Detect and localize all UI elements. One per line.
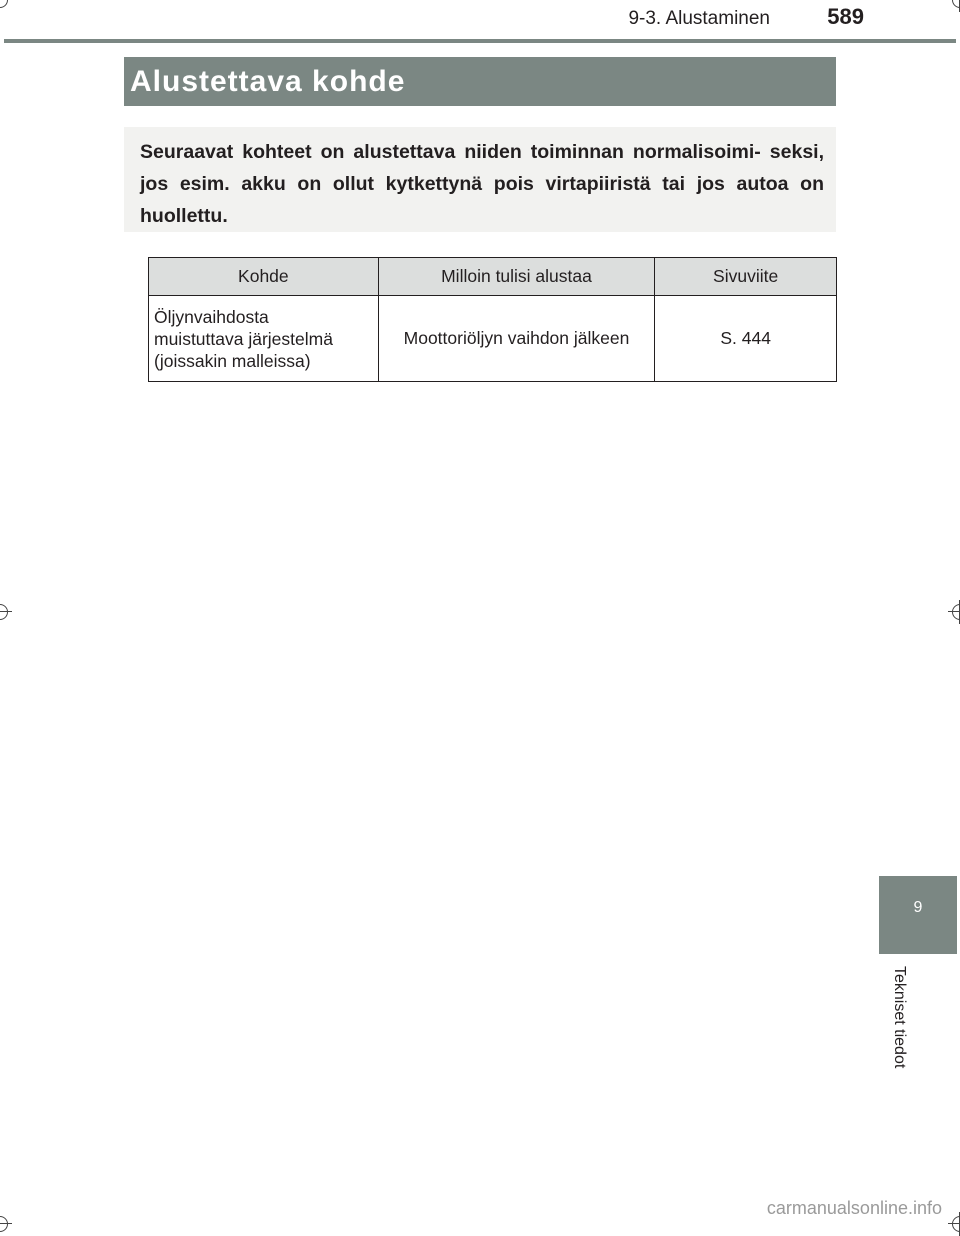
crop-mark-mid-right — [948, 600, 960, 624]
item-line: (joissakin malleissa) — [154, 350, 311, 371]
table-cell-page-ref: S. 444 — [655, 296, 837, 382]
table-row — [149, 296, 837, 382]
table-cell-when: Moottoriöljyn vaihdon jälkeen — [378, 296, 655, 382]
watermark: carmanualsonline.info — [766, 1198, 942, 1218]
page-number: 589 — [827, 4, 864, 29]
header-rule — [4, 39, 956, 43]
item-line: Öljynvaihdosta — [154, 306, 269, 327]
crop-mark-top-right — [948, 0, 960, 12]
chapter-tab-number: 9 — [879, 876, 957, 954]
intro-text: Seuraavat kohteet on alustettava niiden toiminnan normalisoimi- seksi, jos esim. akku on ollut kytkettynä pois virtapiiristä tai jos autoa on huollettu. — [124, 127, 836, 232]
reset-items-table — [148, 257, 837, 382]
crop-mark-top-left — [0, 0, 12, 12]
table-header-row — [149, 258, 837, 296]
table-header-when: Milloin tulisi alustaa — [378, 258, 655, 296]
running-header: 9-3. Alustaminen — [628, 8, 770, 29]
crop-mark-bottom-left — [0, 1212, 12, 1236]
table-cell-item — [149, 296, 379, 382]
chapter-tab-label: Tekniset tiedot — [891, 966, 908, 1069]
crop-mark-mid-left — [0, 600, 12, 624]
table-header-page: Sivuviite — [655, 258, 837, 296]
table-header-item: Kohde — [149, 258, 379, 296]
item-line: muistuttava järjestelmä — [154, 328, 333, 349]
crop-mark-bottom-right — [948, 1212, 960, 1236]
section-title: Alustettava kohde — [124, 57, 836, 106]
